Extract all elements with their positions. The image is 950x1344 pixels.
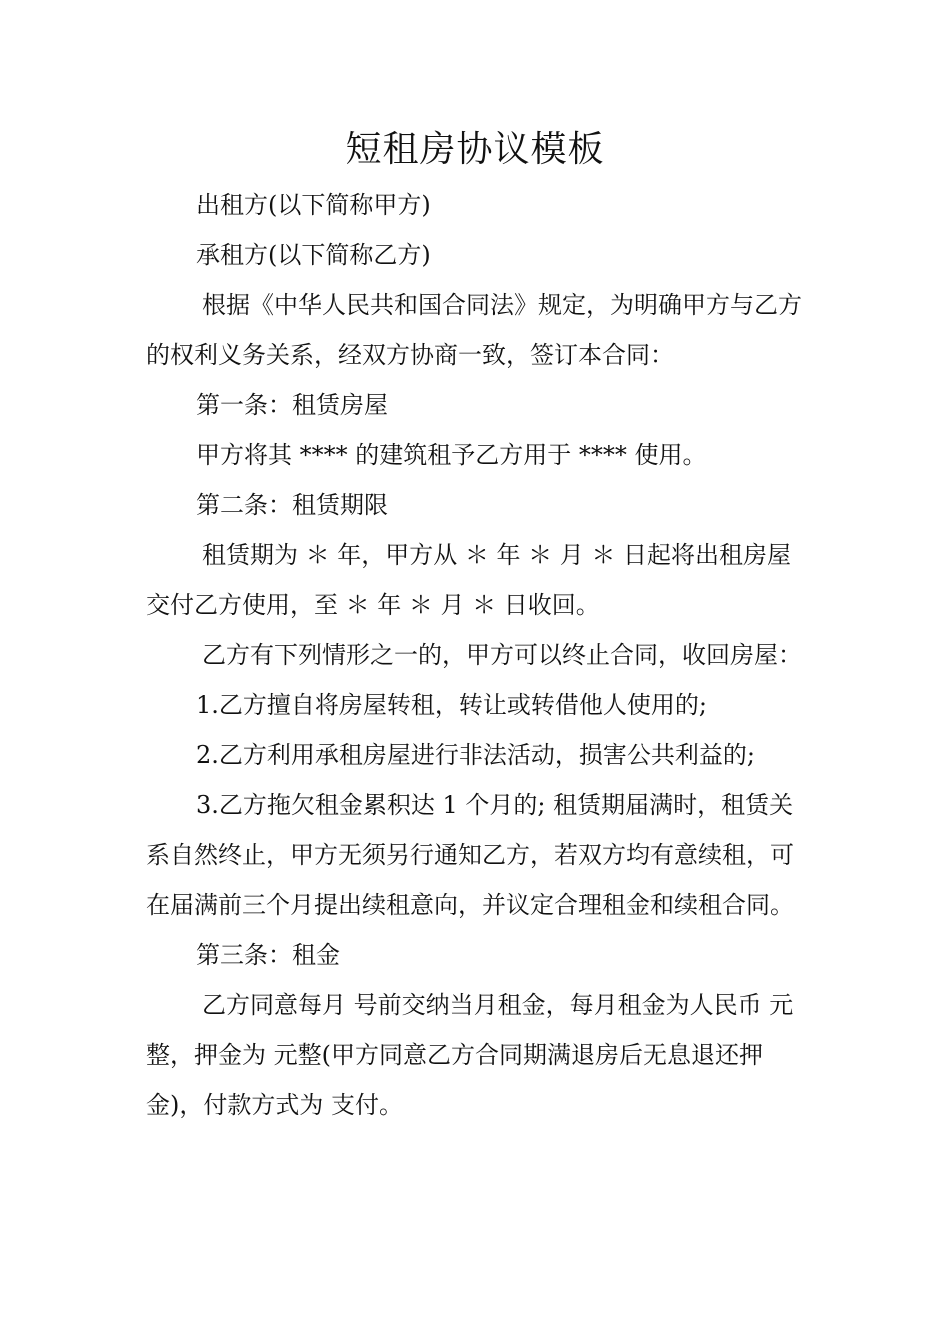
paragraph-lease-term: 租赁期为 ＊ 年，甲方从 ＊ 年 ＊ 月 ＊ 日起将出租房屋交付乙方使用，至 ＊ 年 ＊ 月 ＊ 日收回。 <box>146 541 792 619</box>
paragraph-rent: 乙方同意每月 号前交纳当月租金，每月租金为人民币 元整，押金为 元整(甲方同意乙方合同期满退房后无息退还押金)，付款方式为 支付。 <box>146 991 794 1119</box>
document-title: 短租房协议模板 <box>345 129 605 170</box>
heading-article-1: 第一条：租赁房屋 <box>196 391 388 419</box>
paragraph-lessor: 出租方(以下简称甲方) <box>196 191 431 219</box>
paragraph-lessee: 承租方(以下简称乙方) <box>196 241 431 269</box>
heading-article-3: 第三条：租金 <box>196 941 340 969</box>
list-item-3: 3.乙方拖欠租金累积达 1 个月的; 租赁期届满时，租赁关系自然终止，甲方无须另行通知乙方，若双方均有意续租，可在届满前三个月提出续租意向，并议定合理租金和续租合同。 <box>146 791 794 919</box>
paragraph-article-1: 甲方将其 **** 的建筑租予乙方用于 **** 使用。 <box>196 441 707 469</box>
document-body <box>146 180 810 1130</box>
heading-article-2: 第二条：租赁期限 <box>196 491 388 519</box>
list-item-1: 1.乙方擅自将房屋转租，转让或转借他人使用的; <box>196 691 707 719</box>
list-item-2: 2.乙方利用承租房屋进行非法活动，损害公共利益的; <box>196 741 755 769</box>
paragraph-termination-intro: 乙方有下列情形之一的，甲方可以终止合同，收回房屋： <box>202 641 802 669</box>
paragraph-preamble: 根据《中华人民共和国合同法》规定，为明确甲方与乙方的权利义务关系，经双方协商一致，签订本合同： <box>146 291 802 369</box>
